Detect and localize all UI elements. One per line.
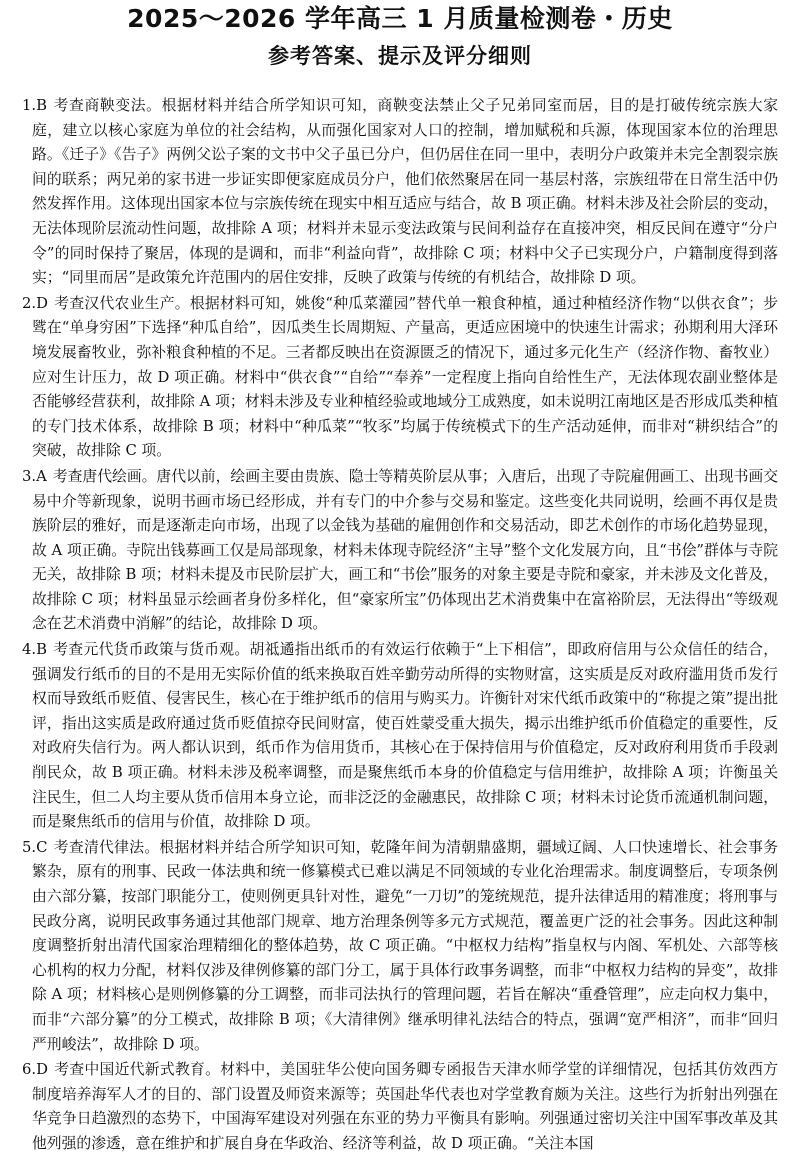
answer-explanation: 考查汉代农业生产。根据材料可知，姚俊“种瓜菜灌园”替代单一粮食种植，通过种植经济作物“以供衣食”；步骘在“单身穷困”下选择“种瓜自给”，因瓜类生长周期短、产量高，更适应困境中的快速生计需求；孙期利用大泽环境发展畜牧业，弥补粮食种植的不足。三者都反映出在资源匮乏的情况下，通过多元化生产（经济作物、畜牧业）应对生计压力，故 D 项正确。材料中“供衣食”“自给”“奉养”一定程度上指向自给性生产，无法体现农副业整体是否能够经营获利，故排除 A 项；材料未涉及专业种植经验或地域分工成熟度，如未说明江南地区是否形成瓜类种植的专门技术体系，故排除 B 项；材料中“种瓜菜”“牧豕”均属于传统模式下的生产活动延伸，而非对“耕织结合”的突破，故排除 C 项。 [32,294,778,460]
answer-item-1 [22,94,778,291]
answer-key: A [36,467,47,485]
answer-list [22,94,778,1157]
answer-explanation: 考查商鞅变法。根据材料并结合所学知识可知，商鞅变法禁止父子兄弟同室而居，目的是打破传统宗族大家庭，建立以核心家庭为单位的社会结构，从而强化国家对人口的控制，增加赋税和兵源，体现国家本位的治理思路。《迁子》《告子》两例父讼子案的文书中父子虽已分户，但仍居住在同一里中，表明分户政策并未完全割裂宗族间的联系；两兄弟的家书进一步证实即便家庭成员分户，他们依然聚居在同一基层村落，宗族纽带在日常生活中仍然发挥作用。这体现出国家本位与宗族传统在现实中相互适应与结合，故 B 项正确。材料未涉及社会阶层的变动，无法体现阶层流动性问题，故排除 A 项；材料并未显示变法政策与民间利益存在直接冲突，相反民间在遵守“分户令”的同时保持了聚居，体现的是调和，而非“利益向背”，故排除 C 项；材料中父子已实现分户，户籍制度得到落实；“同里而居”是政策允许范围内的居住安排，反映了政策与传统的有机结合，故排除 D 项。 [32,97,778,287]
answer-key: B [36,97,47,114]
answer-item-3 [22,465,778,637]
answer-number: 2. [22,294,37,312]
answer-item-5 [22,836,778,1057]
answer-number: 3. [22,467,37,485]
answer-item-6 [22,1058,778,1156]
answer-explanation: 考查中国近代新式教育。材料中，美国驻华公使向国务卿专函报告天津水师学堂的详细情况，包括其仿效西方制度培养海军人才的目的、部门设置及师资来源等；英国赴华代表也对学堂教育颇为关注。这些行为折射出列强在华竞争日趋激烈的态势下，中国海军建设对列强在东亚的势力平衡具有影响。列强通过密切关注中国军事改革及其他列强的渗透，意在维护和扩展自身在华政治、经济等利益，故 D 项正确。“关注本国 [32,1061,778,1152]
answer-item-2 [22,292,778,464]
page-subtitle: 参考答案、提示及评分细则 [268,44,532,68]
answer-number: 6. [22,1061,37,1079]
page-title: 2025～2026 学年高三 1 月质量检测卷・历史 [127,4,673,33]
answer-item-4 [22,638,778,835]
answer-key: D [36,1061,48,1079]
answer-number: 1. [22,97,37,114]
answer-key: D [36,294,48,312]
answer-key: B [36,641,47,659]
answer-explanation: 考查元代货币政策与货币观。胡祗遹指出纸币的有效运行依赖于“上下相信”，即政府信用与公众信任的结合，强调发行纸币的目的不是用无实际价值的纸来换取百姓辛勤劳动所得的实物财富，这实质是反对政府滥用货币发行权而导致纸币贬值、侵害民生，核心在于维护纸币的信用与购买力。许衡针对宋代纸币政策中的“称提之策”提出批评，指出这实质是政府通过货币贬值掠夺民间财富，使百姓蒙受重大损失，揭示出维护纸币价值稳定的重要性，反对政府失信行为。两人都认识到，纸币作为信用货币，其核心在于保持信用与价值稳定，反对政府利用货币手段剥削民众，故 B 项正确。材料未涉及税率调整，而是聚焦纸币本身的价值稳定与信用维护，故排除 A 项；许衡虽关注民生，但二人均主要从货币信用本身立论，而非泛泛的金融惠民，故排除 C 项；材料未讨论货币流通机制问题，而是聚焦纸币的信用与价值，故排除 D 项。 [32,641,778,831]
answer-number: 5. [22,838,37,856]
answer-explanation: 考查唐代绘画。唐代以前，绘画主要由贵族、隐士等精英阶层从事；入唐后，出现了寺院雇佣画工、出现书画交易中介等新现象，说明书画市场已经形成，并有专门的中介参与交易和鉴定。这些变化共同说明，绘画不再仅是贵族阶层的雅好，而是逐渐走向市场，出现了以金钱为基础的雇佣创作和交易活动，即艺术创作的市场化趋势显现，故 A 项正确。寺院出钱募画工仅是局部现象，材料未体现寺院经济“主导”整个文化发展方向，且“书侩”群体与寺院无关，故排除 B 项；材料未提及市民阶层扩大，画工和“书侩”服务的对象主要是寺院和豪家，并未涉及文化普及，故排除 C 项；材料虽显示绘画者身份多样化，但“豪家所宝”仍体现出艺术消费集中在富裕阶层，无法得出“等级观念在艺术消费中消解”的结论，故排除 D 项。 [32,467,778,633]
answer-key: C [36,838,48,856]
answer-number: 4. [22,641,37,659]
answer-explanation: 考查清代律法。根据材料并结合所学知识可知，乾隆年间为清朝鼎盛期，疆域辽阔、人口快速增长、社会事务繁杂，原有的刑事、民政一体法典和统一修纂模式已难以满足不同领域的专业化治理需求。制度调整后，专项条例由六部分纂，按部门职能分工，使则例更具针对性，避免“一刀切”的笼统规范，提升法律适用的精准度；将刑事与民政分离，说明民政事务通过其他部门规章、地方治理条例等多元方式规范，覆盖更广泛的社会事务。因此这种制度调整折射出清代国家治理精细化的整体趋势，故 C 项正确。“中枢权力结构”指皇权与内阁、军机处、六部等核心机构的权力分配，材料仅涉及律例修纂的部门分工，属于具体行政事务调整，而非“中枢权力结构的异变”，故排除 A 项；材料核心是则例修纂的分工调整，而非司法执行的管理问题，若旨在解决“重叠管理”，应走向权力集中，而非“六部分纂”的分工模式，故排除 B 项；《大清律例》继承明律礼法结合的特点，强调“宽严相济”，而非“回归严刑峻法”，故排除 D 项。 [32,838,778,1053]
